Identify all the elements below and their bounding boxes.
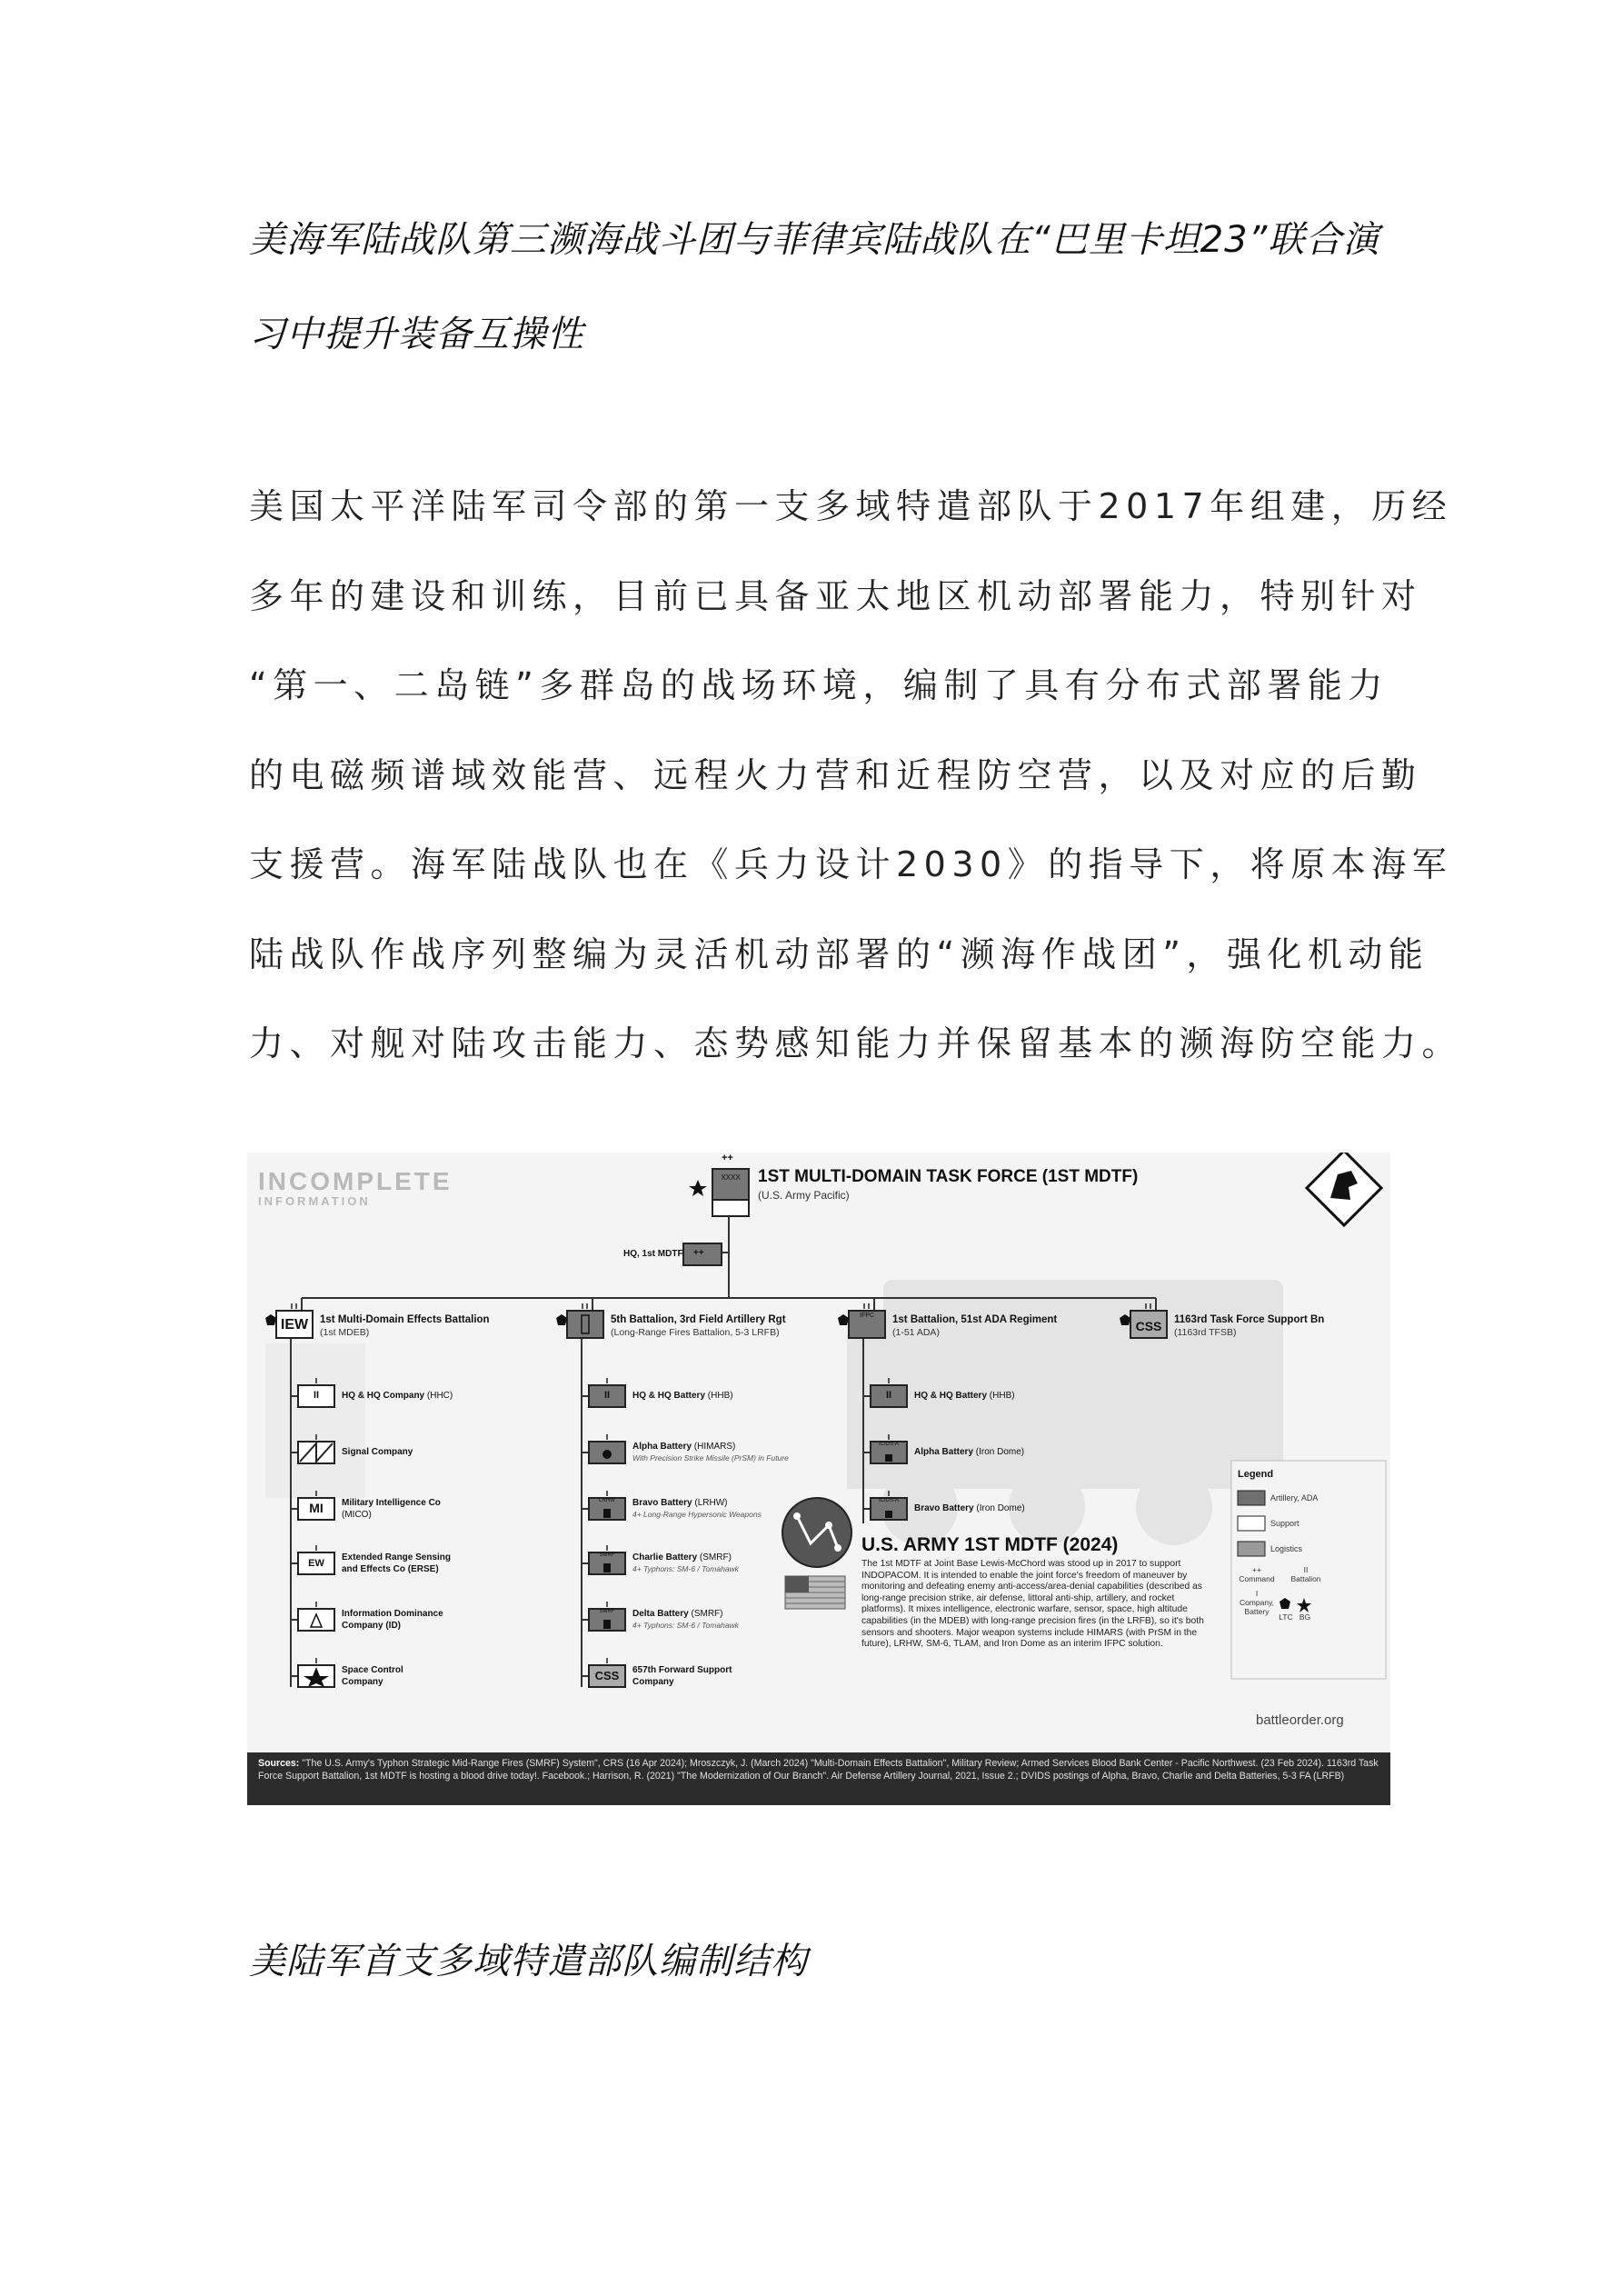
company-name: Bravo Battery (Iron Dome) [914,1503,1025,1513]
sources-label: Sources: [258,1758,300,1769]
body-line: “第一、二岛链”多群岛的战场环境，编制了具有分布式部署能力 [249,665,1389,705]
body-line: 多年的建设和训练，目前已具备亚太地区机动部署能力，特别针对 [249,575,1422,616]
legend-ltc: LTC [1279,1612,1293,1622]
company-name-suffix: Company [632,1677,674,1687]
org-chart-figure [247,1153,1390,1805]
company-name: Alpha Battery (HIMARS) [632,1442,736,1452]
body-paragraph [249,462,1463,1089]
battalion-subtitle: (1st MDEB) [320,1327,370,1338]
company-symbol: II [313,1390,320,1401]
figure-caption: 美陆军首支多域特遣部队编制结构 [249,1941,808,1982]
company-symbol: CSS [594,1669,620,1682]
us-flag-icon [785,1576,845,1609]
mdtf-insignia-icon [782,1498,851,1567]
legend-command: ++ Command [1239,1565,1275,1583]
body-line: 陆战队作战序列整编为灵活机动部署的“濒海作战团”，强化机动能 [249,933,1429,974]
brand-wordmark: INCOMPLETE [258,1167,453,1195]
ltc-icon [838,1314,849,1325]
company-symbol: SMRF [599,1609,615,1614]
company-name: Space Control [342,1665,403,1675]
company-note: 4+ Long-Range Hypersonic Weapons [632,1510,762,1519]
legend-item: Support [1270,1519,1299,1528]
company-note: 4+ Typhons: SM-6 / Tomahawk [632,1621,739,1630]
company-name-suffix: Company (ID) [342,1621,401,1631]
battalion-title: 1163rd Task Force Support Bn [1174,1314,1325,1325]
missile-icon [603,1563,611,1572]
article-title: 美海军陆战队第三濒海战斗团与菲律宾陆战队在“巴里卡坦23”联合演习中提升装备互操性 [249,219,1380,355]
company-name: Extended Range Sensing [342,1552,452,1562]
company-name: Alpha Battery (Iron Dome) [914,1447,1025,1457]
hq-label: HQ, 1st MDTF [623,1249,683,1259]
hq-symbol: ++ [693,1248,704,1258]
battalion-title: 1st Multi-Domain Effects Battalion [320,1314,490,1325]
legend-item: Logistics [1270,1544,1303,1553]
body-line: 美国太平洋陆军司令部的第一支多域特遣部队于2017年组建，历经 [249,486,1453,526]
top-unit-subtitle: (U.S. Army Pacific) [758,1189,850,1202]
company-symbol: LRHW [599,1498,615,1503]
ifpc-symbol: IFPC [860,1313,874,1319]
company-symbol: II [885,1390,892,1401]
company-symbol: EW [308,1558,324,1569]
legend-battalion: II Battalion [1290,1565,1321,1583]
legend-title: Legend [1238,1469,1274,1480]
himars-icon [602,1450,612,1459]
info-card-body: The 1st MDTF at Joint Base Lewis-McChord was stood up in 2017 to support INDOPACOM. It is intended to enable the joint force's freedom of maneuver by monitoring and defeating enemy anti-access/area-denial capabilities (described as long-range precision strike, air defense, littoral anti-ship, artillery, and rocket platforms). It mixes intelligence, electronic warfare, sensor, space, high altitude capabilities (in the MDEB) with long-range precision fires (in the LRFB), so it's both sensors and shooters. Major weapon systems include HIMARS (with PrSM in the future), LRHW, SM-6, TLAM, and Iron Dome as an interim IFPC solution. [861,1559,1204,1650]
battalion-subtitle: (Long-Range Fires Battalion, 5-3 LRFB) [611,1327,780,1338]
website-label: battleorder.org [1256,1712,1344,1728]
legend-bg: BG [1299,1612,1311,1622]
company-name: HQ & HQ Battery (HHB) [632,1391,733,1401]
ltc-icon [265,1314,276,1325]
company-symbol: MI [309,1501,324,1515]
brand-tagline: INFORMATION [258,1194,371,1208]
company-name: Military Intelligence Co [342,1498,441,1508]
company-name: Charlie Battery (SMRF) [632,1552,732,1562]
info-card-title: U.S. ARMY 1ST MDTF (2024) [861,1534,1119,1555]
missile-icon [885,1454,892,1462]
company-note: With Precision Strike Missile (PrSM) in Future [632,1453,789,1462]
company-name: Signal Company [342,1447,413,1457]
missile-icon [603,1620,611,1629]
company-note: 4+ Typhons: SM-6 / Tomahawk [632,1564,739,1573]
org-chart-lines [247,1153,1390,1805]
company-name-suffix: and Effects Co (ERSE) [342,1564,439,1574]
battalion-title: 1st Battalion, 51st ADA Regiment [892,1314,1058,1325]
company-name: Delta Battery (SMRF) [632,1609,723,1619]
battalion-title: 5th Battalion, 3rd Field Artillery Rgt [611,1314,786,1325]
company-name-suffix: Company [342,1677,383,1687]
company-name-suffix: (MICO) [342,1510,372,1520]
company-name: Bravo Battery (LRHW) [632,1498,728,1508]
company-symbol: ICIDS-A [878,1498,899,1503]
company-name: Information Dominance [342,1609,443,1619]
ltc-icon [556,1314,567,1325]
ew-symbol: IEW [280,1317,309,1333]
company-name: HQ & HQ Company (HHC) [342,1391,453,1401]
battalion-subtitle: (1163rd TFSB) [1174,1327,1237,1338]
battleorder-logo [1307,1153,1381,1225]
legend-item: Artillery, ADA [1270,1493,1319,1502]
top-echelon: ++ [722,1153,733,1163]
top-unit-title: 1ST MULTI-DOMAIN TASK FORCE (1ST MDTF) [758,1167,1139,1186]
company-name: HQ & HQ Battery (HHB) [914,1391,1015,1401]
company-symbol: II [603,1390,611,1401]
body-line: 力、对舰对陆攻击能力、态势感知能力并保留基本的濒海防空能力。 [249,1023,1463,1063]
star-icon [689,1180,707,1196]
body-line: 的电磁频谱域效能营、远程火力营和近程防空营，以及对应的后勤 [249,754,1422,795]
css-symbol: CSS [1135,1319,1162,1333]
body-line: 支援营。海军陆战队也在《兵力设计2030》的指导下，将原本海军 [249,844,1453,884]
svg-text:XXXX: XXXX [721,1173,741,1182]
sources-text: "The U.S. Army's Typhon Strategic Mid-Range Fires (SMRF) System", CRS (16 Apr 2024); Mroszczyk, J. (March 2024) "Multi-Domain Effects Battalion", Military Review; Armed Services Blood Bank Center - Pacific Northwest. (23 Feb 2024). 1163rd Task Force Support Battalion, 1st MDTF is hosting a blood drive today!. Facebook.; Harrison, R. (2021) "The Modernization of Our Branch". Air Defense Artillery Journal, 2021, Issue 2.; DVIDS postings of Alpha, Bravo, Charlie and Delta Batteries, 5-3 FA (LRFB) [258,1758,1379,1782]
company-symbol: SMRF [599,1552,615,1558]
company-symbol: ICIDS-A [878,1442,899,1447]
legend-company: I Company, Battery [1239,1589,1275,1616]
missile-icon [885,1511,892,1518]
sources-bar [247,1752,1390,1805]
missile-icon [603,1509,611,1518]
company-name: 657th Forward Support [632,1665,732,1675]
battalion-subtitle: (1-51 ADA) [892,1327,940,1338]
